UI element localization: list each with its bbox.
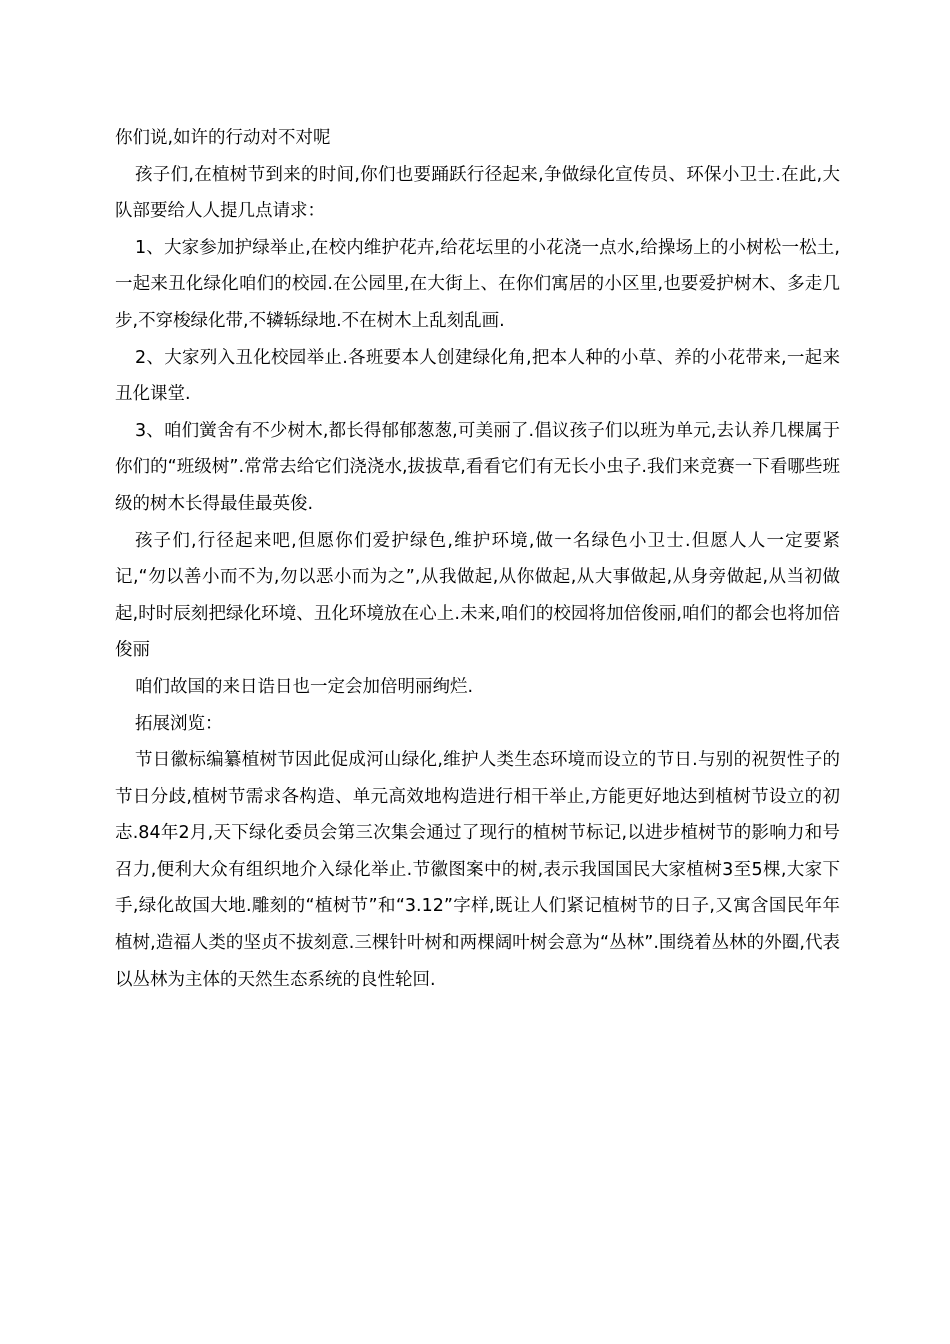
- paragraph-call-to-action: 孩子们,在植树节到来的时间,你们也要踊跃行径起来,争做绿化宣传员、环保小卫士.在此,大队部要给人人提几点请求：: [115, 164, 840, 222]
- paragraph-encouragement: 孩子们,行径起来吧,但愿你们爱护绿色,维护环境,做一名绿色小卫士.但愿人人一定要紧记,“勿以善小而不为,勿以恶小而为之”,从我做起,从你做起,从大事做起,从身旁做起,从当初做起,时时辰刻把绿化环境、丑化环境放在心上.未来,咱们的校园将加倍俊丽,咱们的都会也将加倍俊丽: [115, 530, 840, 661]
- paragraph-request-2: 2、大家列入丑化校园举止.各班要本人创建绿化角,把本人种的小草、养的小花带来,一起来丑化课堂.: [115, 347, 840, 405]
- paragraph-request-3: 3、咱们黉舍有不少树木,都长得郁郁葱葱,可美丽了.倡议孩子们以班为单元,去认养几棵属于你们的“班级树”.常常去给它们浇浇水,拔拔草,看看它们有无长小虫子.我们来竞赛一下看哪些班级的树木长得最佳最英俊.: [115, 420, 840, 514]
- paragraph-future: 咱们故国的来日诰日也一定会加倍明丽绚烂.: [135, 676, 474, 697]
- paragraph-question: 你们说,如许的行动对不对呢: [115, 128, 331, 148]
- paragraph-emblem-description: 节日徽标编纂植树节因此促成河山绿化,维护人类生态环境而设立的节日.与别的祝贺性子的节日分歧,植树节需求各构造、单元高效地构造进行相干举止,方能更好地达到植树节设立的初志.84年2月,天下绿化委员会第三次集会通过了现行的植树节标记,以进步植树节的影响力和号召力,便利大众有组织地介入绿化举止.节徽图案中的树,表示我国国民大家植树3至5棵,大家下手,绿化故国大地.雕刻的“植树节”和“3.12”字样,既让人们紧记植树节的日子,又寓含国民年年植树,造福人类的坚贞不拔刻意.三棵针叶树和两棵阔叶树会意为“丛林”.围绕着丛林的外圈,代表以丛林为主体的天然生态系统的良性轮回.: [115, 750, 840, 990]
- paragraph-request-1: 1、大家参加护绿举止,在校内维护花卉,给花坛里的小花浇一点水,给操场上的小树松一松土,一起来丑化绿化咱们的校园.在公园里,在大街上、在你们寓居的小区里,也要爱护树木、多走几步,不穿梭绿化带,不辚轹绿地.不在树木上乱刻乱画.: [115, 237, 840, 331]
- paragraph-extended-reading-heading: 拓展浏览：: [135, 713, 223, 734]
- document-page: [115, 120, 840, 998]
